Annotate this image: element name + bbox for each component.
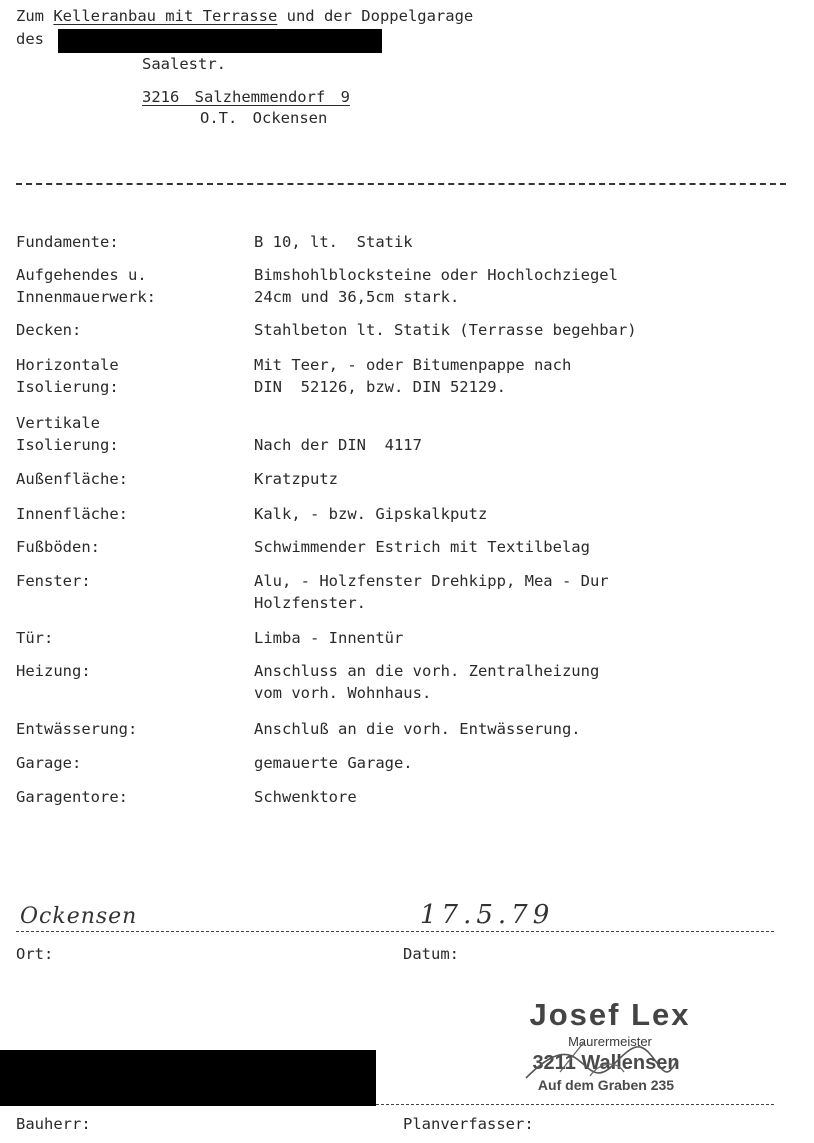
header-divider (16, 183, 786, 185)
header-project-underlined: Kelleranbau mit Terrasse (53, 7, 278, 25)
spec-label: Fundamente: (16, 233, 119, 251)
stamp-city: 3211 Wallensen (532, 1052, 680, 1074)
spec-label: Garage: (16, 754, 82, 772)
spec-label: Horizontale Isolierung: (16, 356, 119, 396)
spec-label: Garagentore: (16, 788, 128, 806)
owner-label: Bauherr: (16, 1115, 91, 1133)
redaction-bar-owner-signature (0, 1050, 376, 1106)
place-label: Ort: (16, 945, 54, 963)
spec-value: Schwenktore (254, 788, 357, 806)
header-line-2: des (16, 30, 44, 48)
spec-label: Innenfläche: (16, 505, 128, 523)
spec-value: Alu, - Holzfenster Drehkipp, Mea - Dur Holzfenster. (254, 572, 609, 612)
spec-label: Fenster: (16, 572, 91, 590)
header-prefix: Zum (16, 7, 54, 25)
spec-label: Decken: (16, 321, 82, 339)
planner-signature-scribble (520, 1032, 680, 1092)
header-line-1 (16, 6, 473, 26)
stamp-name: Josef Lex (529, 997, 691, 1032)
spec-value: B 10, lt. Statik (254, 233, 413, 251)
spec-label: Vertikale Isolierung: (16, 414, 119, 454)
spec-value: Anschluss an die vorh. Zentralheizung vom vorh. Wohnhaus. (254, 662, 600, 702)
owner-planner-signature-line (376, 1104, 774, 1105)
address-street: Saalestr. (142, 55, 226, 73)
date-handwritten: 17.5.79 (420, 900, 555, 930)
spec-value: Kratzputz (254, 470, 338, 488)
spec-value: gemauerte Garage. (254, 754, 413, 772)
header-suffix: und der Doppelgarage (277, 7, 474, 25)
spec-label: Aufgehendes u. Innenmauerwerk: (16, 266, 156, 306)
planner-label: Planverfasser: (403, 1115, 534, 1133)
spec-value: Anschluß an die vorh. Entwässerung. (254, 720, 581, 738)
spec-value: Nach der DIN 4117 (254, 436, 422, 454)
spec-value: Schwimmender Estrich mit Textilbelag (254, 538, 590, 556)
spec-label: Fußböden: (16, 538, 100, 556)
spec-label: Entwässerung: (16, 720, 138, 738)
spec-label: Heizung: (16, 662, 91, 680)
date-label: Datum: (403, 945, 459, 963)
spec-label: Außenfläche: (16, 470, 128, 488)
spec-value: Limba - Innentür (254, 629, 404, 647)
spec-value: Mit Teer, - oder Bitumenpappe nach DIN 52126, bzw. DIN 52129. (254, 356, 572, 396)
address-city: 3216 Salzhemmendorf 9 (142, 88, 350, 106)
stamp-title: Maurermeister (568, 1034, 652, 1049)
stamp-street: Auf dem Graben 235 (537, 1077, 675, 1093)
spec-value: Stahlbeton lt. Statik (Terrasse begehbar) (254, 321, 637, 339)
place-handwritten: Ockensen (20, 904, 138, 929)
redaction-bar-owner-name (58, 29, 382, 53)
spec-value: Kalk, - bzw. Gipskalkputz (254, 505, 488, 523)
spec-label: Tür: (16, 629, 54, 647)
place-date-signature-line (16, 931, 774, 932)
spec-value: Bimshohlblocksteine oder Hochlochziegel 24cm und 36,5cm stark. (254, 266, 618, 306)
address-district: O.T. Ockensen (200, 109, 328, 127)
